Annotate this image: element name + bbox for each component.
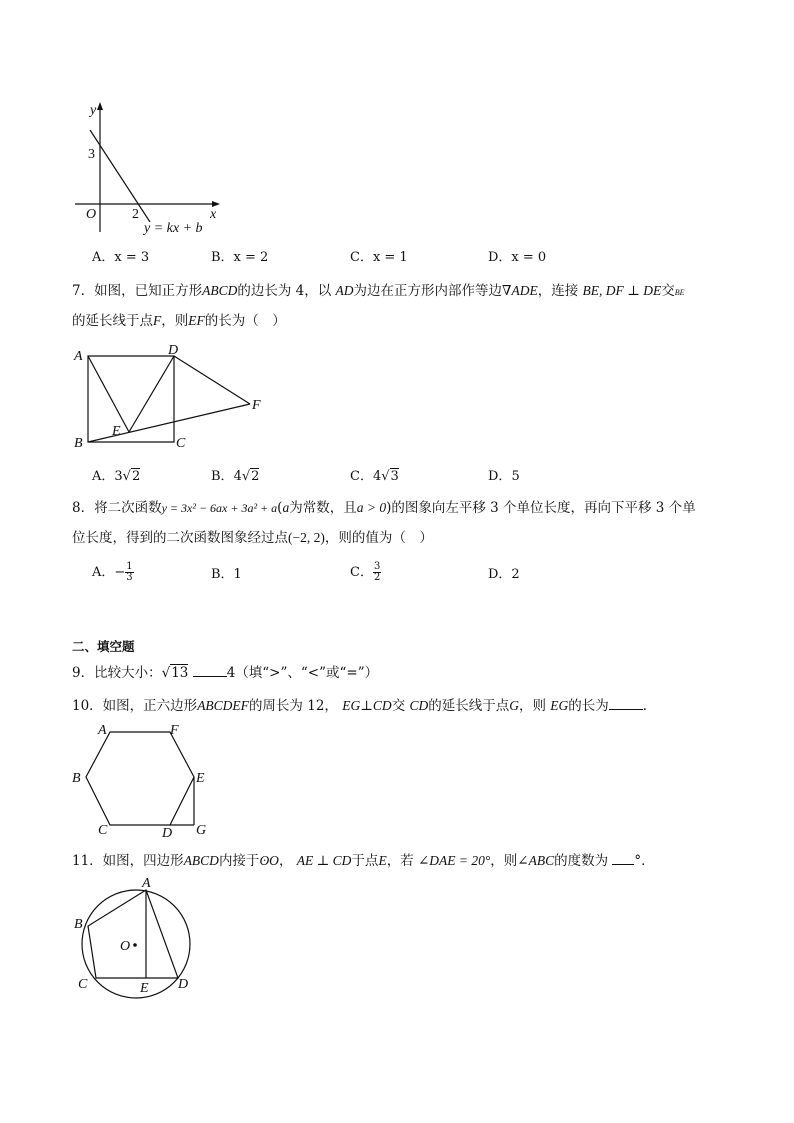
y-label: y xyxy=(90,103,97,118)
q10-answer-blank[interactable] xyxy=(609,697,643,710)
line-equation: y = kx + b xyxy=(144,221,203,236)
point-f: F xyxy=(252,398,261,413)
q8-line2: 位长度，得到的二次函数图象经过点(−2, 2)，则的值为（ ） xyxy=(72,530,433,546)
q8-line1: 8．将二次函数y = 3x² − 6ax + 3a² + a(a为常数，且a > 0)的图象向左平移 3 个单位长度，再向下平移 3 个单 xyxy=(72,500,696,516)
label-3: 3 xyxy=(88,147,95,162)
q9-text: 9．比较大小：√13 4（填“>”、“<”或“=”） xyxy=(72,665,379,681)
q10-figure xyxy=(70,720,220,840)
point-a: A xyxy=(74,349,83,364)
segment-de xyxy=(129,356,174,432)
q7-option-b: B．4√2 xyxy=(211,469,260,484)
hex-point-c: C xyxy=(98,823,108,838)
circle-point-o: O xyxy=(120,939,131,954)
q11-figure xyxy=(70,874,210,999)
point-c: C xyxy=(176,436,186,451)
label-2: 2 xyxy=(132,207,139,222)
q7-option-a: A．3√2 xyxy=(92,469,141,484)
circle-point-d: D xyxy=(178,977,189,992)
q11-text: 11．如图，四边形ABCD内接于ʘO， AE ⊥ CD于点E，若 ∠DAE = 20°，则∠ABC的度数为 °． xyxy=(72,853,655,869)
segment-df xyxy=(174,356,250,404)
hex-point-e: E xyxy=(196,771,205,786)
hex-point-f: F xyxy=(170,723,179,738)
y-axis-arrow xyxy=(97,102,103,110)
hex-point-a: A xyxy=(98,723,107,738)
q7-option-c: C．4√3 xyxy=(350,469,399,484)
q8-option-c: C． $\frac{3}{2}$ xyxy=(350,561,381,583)
circle-point-b: B xyxy=(74,917,83,932)
point-e: E xyxy=(112,424,121,439)
q11-answer-blank[interactable] xyxy=(612,852,634,865)
q8-option-b: B．1 xyxy=(211,567,242,582)
q7-line2: 的延长线于点F，则EF的长为（ ） xyxy=(72,313,286,329)
q8-option-a: A．− $\frac{1}{3}$ xyxy=(92,561,133,583)
segment-ae xyxy=(88,356,129,432)
q6-option-c: C．x = 1 xyxy=(350,250,408,265)
q7-line1: 7．如图，已知正方形ABCD的边长为 4，以 AD为边在正方形内部作等边∇ADE，连接 BE, DF ⊥ DE交BE xyxy=(72,283,685,299)
hex-point-d: D xyxy=(162,826,173,840)
hex-point-g: G xyxy=(196,823,207,838)
origin-label: O xyxy=(86,207,97,222)
q8-option-d: D．2 xyxy=(488,567,520,582)
circle-point-c: C xyxy=(78,977,88,992)
circle-point-e: E xyxy=(140,981,149,996)
q7-option-d: D．5 xyxy=(488,469,520,484)
center-dot xyxy=(133,943,137,947)
q9-answer-blank[interactable] xyxy=(193,664,227,677)
point-d: D xyxy=(168,343,179,358)
section-fill-in-blank-heading: 二、填空题 xyxy=(72,639,135,654)
q6-graph xyxy=(70,100,230,240)
q6-option-d: D．x = 0 xyxy=(488,250,547,265)
q10-text: 10．如图，正六边形ABCDEF的周长为 12， EG⊥CD交 CD的延长线于点G，则 EG的长为 ． xyxy=(72,698,657,714)
q6-option-a: A．x = 3 xyxy=(92,250,150,265)
point-b: B xyxy=(74,436,83,451)
circle-point-a: A xyxy=(142,876,151,891)
q7-figure xyxy=(70,340,270,455)
q6-option-b: B．x = 2 xyxy=(211,250,269,265)
hex-point-b: B xyxy=(72,771,81,786)
hexagon-abcdef xyxy=(86,732,194,825)
line-kx-b xyxy=(90,130,150,222)
x-label: x xyxy=(210,207,217,222)
